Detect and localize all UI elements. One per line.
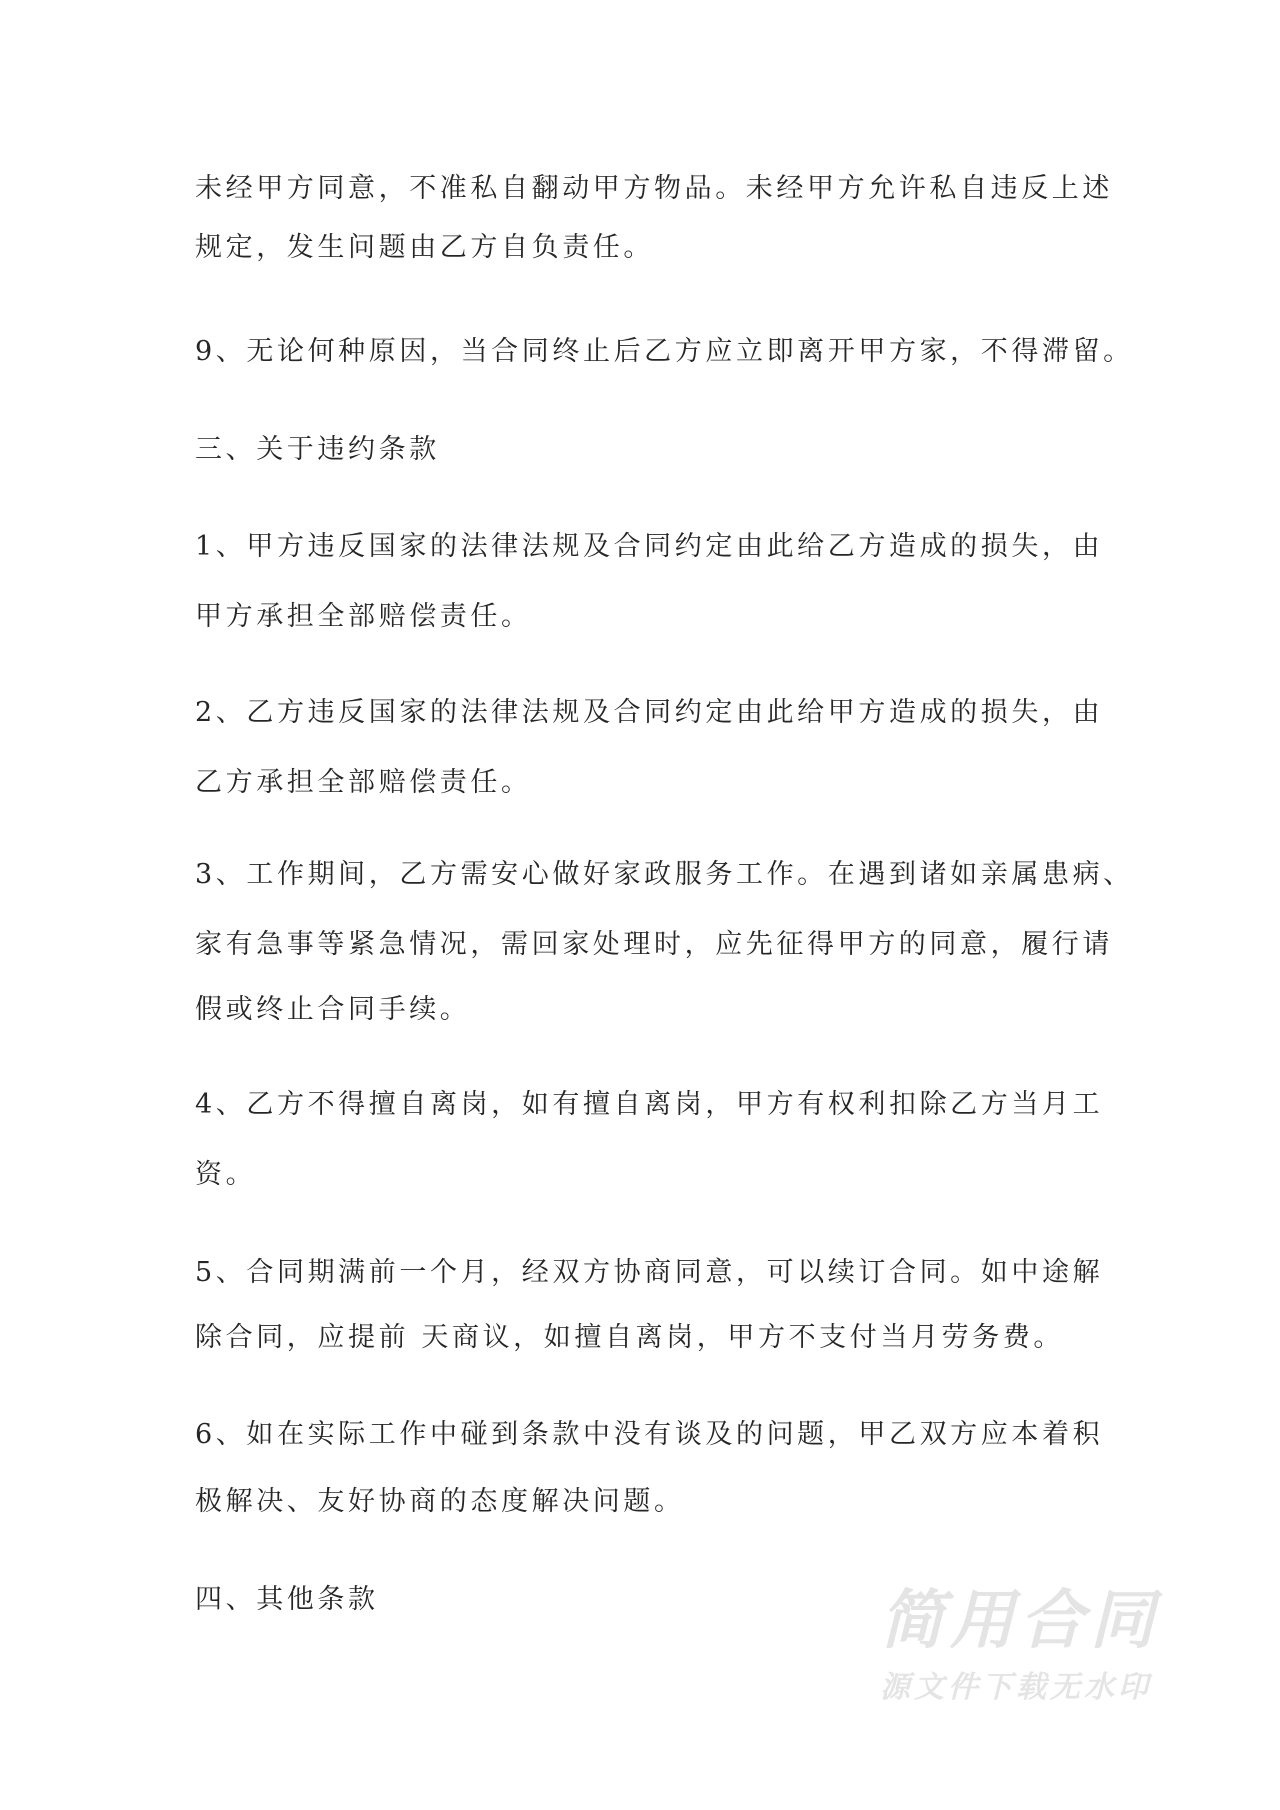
section-heading-other-terms: 四、其他条款 <box>195 1584 379 1615</box>
breach-clause-3-line-1: 3、工作期间，乙方需安心做好家政服务工作。在遇到诸如亲属患病、 <box>195 859 1134 890</box>
breach-clause-5-line-1: 5、合同期满前一个月，经双方协商同意，可以续订合同。如中途解 <box>195 1257 1104 1288</box>
paragraph-8-line-1: 未经甲方同意，不准私自翻动甲方物品。未经甲方允许私自违反上述 <box>195 173 1113 204</box>
watermark-title: 简用合同 <box>880 1584 1160 1658</box>
breach-clause-6-line-1: 6、如在实际工作中碰到条款中没有谈及的问题，甲乙双方应本着积 <box>195 1419 1104 1450</box>
breach-clause-4-line-2: 资。 <box>195 1159 257 1190</box>
breach-clause-3-line-2: 家有急事等紧急情况，需回家处理时，应先征得甲方的同意，履行请 <box>195 929 1113 960</box>
breach-clause-1-line-2: 甲方承担全部赔偿责任。 <box>195 601 532 632</box>
breach-clause-6-line-2: 极解决、友好协商的态度解决问题。 <box>195 1486 685 1517</box>
breach-clause-1-line-1: 1、甲方违反国家的法律法规及合同约定由此给乙方造成的损失，由 <box>195 531 1104 562</box>
breach-clause-5-line-2: 除合同，应提前 天商议，如擅自离岗，甲方不支付当月劳务费。 <box>195 1322 1064 1353</box>
section-heading-breach-terms: 三、关于违约条款 <box>195 434 440 465</box>
breach-clause-2-line-1: 2、乙方违反国家的法律法规及合同约定由此给甲方造成的损失，由 <box>195 697 1104 728</box>
watermark <box>880 1585 1180 1705</box>
breach-clause-2-line-2: 乙方承担全部赔偿责任。 <box>195 767 532 798</box>
clause-9: 9、无论何种原因，当合同终止后乙方应立即离开甲方家，不得滞留。 <box>195 336 1134 367</box>
paragraph-8-line-2: 规定，发生问题由乙方自负责任。 <box>195 232 654 263</box>
breach-clause-3-line-3: 假或终止合同手续。 <box>195 994 471 1025</box>
breach-clause-4-line-1: 4、乙方不得擅自离岗，如有擅自离岗，甲方有权利扣除乙方当月工 <box>195 1089 1104 1120</box>
watermark-subtitle: 源文件下载无水印 <box>880 1670 1152 1705</box>
